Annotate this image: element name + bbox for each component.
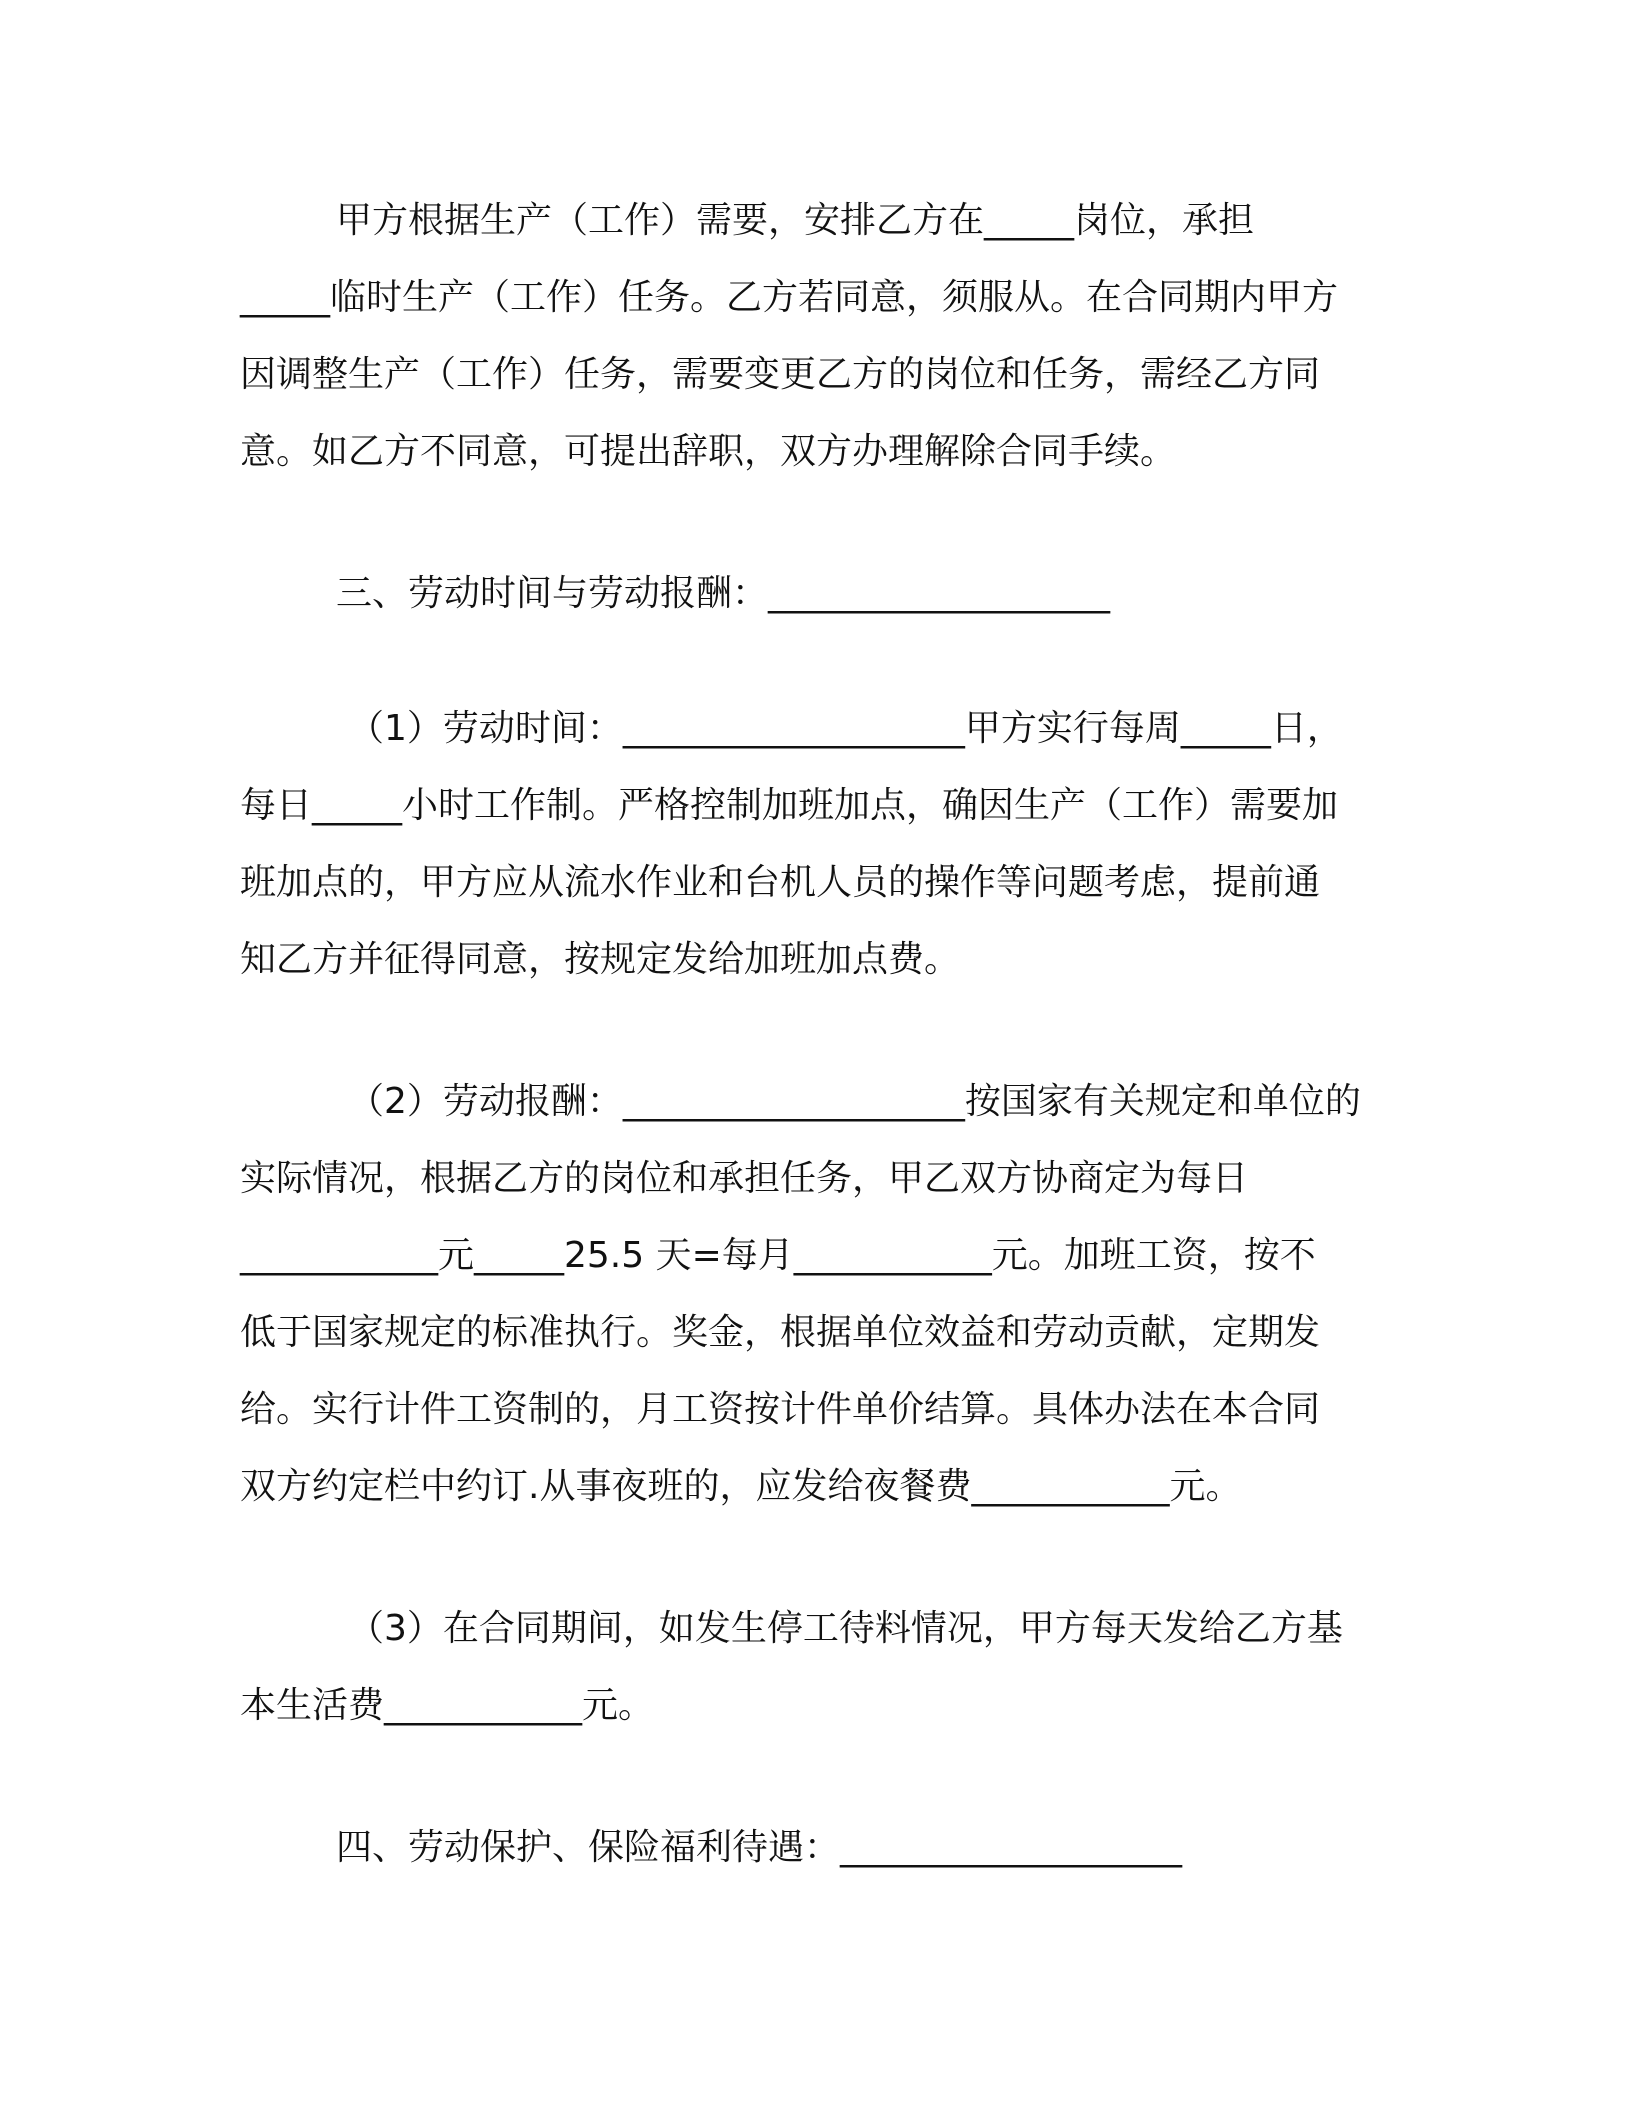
section-heading-labor-protection: [240, 1809, 1392, 1886]
section-heading-text: 三、劳动时间与劳动报酬：___________________: [336, 573, 1111, 614]
paragraph-position-assignment: [240, 182, 1392, 490]
section-heading-text: 四、劳动保护、保险福利待遇：___________________: [336, 1827, 1183, 1868]
paragraph-spacing: [240, 490, 1392, 555]
paragraph-work-stoppage: [240, 1590, 1392, 1744]
text-line: 因调整生产（工作）任务，需要变更乙方的岗位和任务，需经乙方同: [240, 354, 1321, 395]
text-line: （2）劳动报酬：___________________按国家有关规定和单位的: [348, 1081, 1361, 1122]
text-line: 双方约定栏中约订.从事夜班的，应发给夜餐费___________元。: [240, 1466, 1242, 1507]
text-line: 本生活费___________元。: [240, 1685, 655, 1726]
text-line: 每日_____小时工作制。严格控制加班加点，确因生产（工作）需要加: [240, 785, 1339, 826]
document-page: [240, 182, 1392, 1886]
text-line: 班加点的，甲方应从流水作业和台机人员的操作等问题考虑，提前通: [240, 862, 1321, 903]
paragraph-labor-pay: [240, 1063, 1392, 1525]
text-line: 意。如乙方不同意，可提出辞职，双方办理解除合同手续。: [240, 431, 1177, 472]
paragraph-working-hours: [240, 690, 1392, 998]
text-line: （1）劳动时间：___________________甲方实行每周_____日，: [348, 708, 1343, 749]
section-heading-working-hours-pay: [240, 555, 1392, 632]
text-line: 知乙方并征得同意，按规定发给加班加点费。: [240, 939, 961, 980]
text-line: 低于国家规定的标准执行。奖金，根据单位效益和劳动贡献，定期发: [240, 1312, 1321, 1353]
paragraph-spacing: [240, 1525, 1392, 1590]
text-line: 甲方根据生产（工作）需要，安排乙方在_____岗位，承担: [336, 200, 1255, 241]
text-line: 实际情况，根据乙方的岗位和承担任务，甲乙双方协商定为每日: [240, 1158, 1249, 1199]
paragraph-spacing: [240, 998, 1392, 1063]
text-line: （3）在合同期间，如发生停工待料情况，甲方每天发给乙方基: [348, 1608, 1343, 1649]
text-line: ___________元_____25.5 天=每月___________元。加班工资，按不: [240, 1235, 1316, 1276]
text-line: _____临时生产（工作）任务。乙方若同意，须服从。在合同期内甲方: [240, 277, 1339, 318]
text-line: 给。实行计件工资制的，月工资按计件单价结算。具体办法在本合同: [240, 1389, 1321, 1430]
paragraph-spacing: [240, 632, 1392, 690]
paragraph-spacing: [240, 1744, 1392, 1809]
